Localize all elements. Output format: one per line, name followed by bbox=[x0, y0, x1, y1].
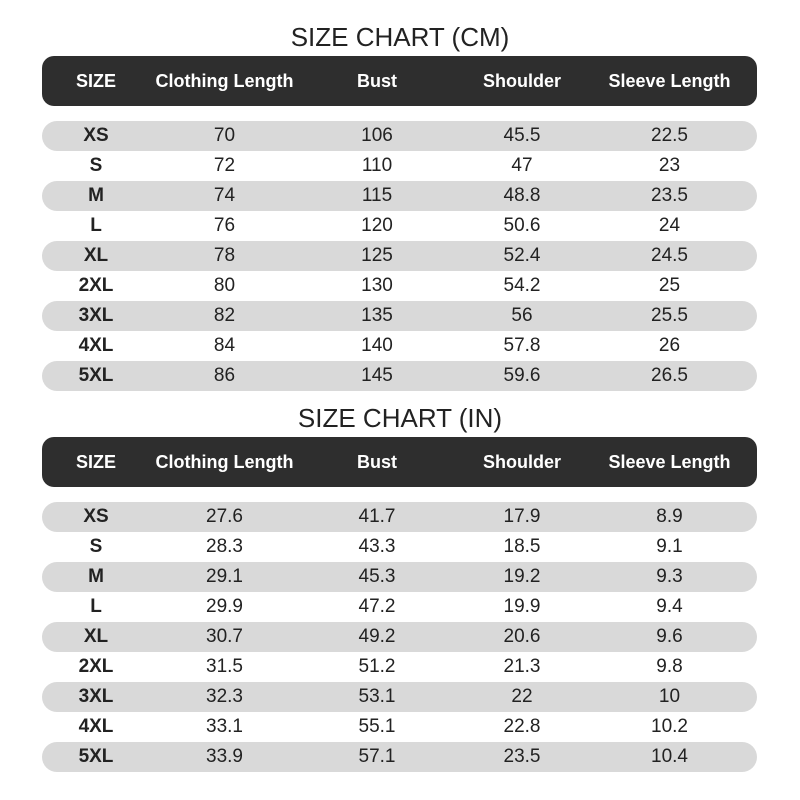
cell-clothing-length: 78 bbox=[213, 245, 236, 266]
cell-bust: 43.3 bbox=[358, 536, 396, 557]
cell-size: 3XL bbox=[78, 686, 114, 707]
header-bust: Bust bbox=[357, 70, 397, 91]
cell-clothing-length: 33.1 bbox=[206, 716, 243, 737]
cell-shoulder: 20.6 bbox=[503, 626, 541, 647]
cell-shoulder: 54.2 bbox=[503, 275, 541, 296]
cell-bust: 135 bbox=[361, 305, 393, 326]
table-row bbox=[42, 361, 757, 391]
cell-shoulder: 19.9 bbox=[503, 596, 541, 617]
header-clothing-length: Clothing Length bbox=[155, 451, 294, 472]
cell-size: S bbox=[89, 155, 103, 176]
cell-clothing-length: 86 bbox=[213, 365, 236, 386]
header-size: SIZE bbox=[75, 70, 116, 91]
cell-sleeve-length: 9.3 bbox=[656, 566, 683, 587]
cell-clothing-length: 74 bbox=[213, 185, 236, 206]
cell-shoulder: 48.8 bbox=[503, 185, 541, 206]
cell-shoulder: 50.6 bbox=[503, 215, 541, 236]
cell-clothing-length: 29.9 bbox=[206, 596, 243, 617]
cell-sleeve-length: 25 bbox=[658, 275, 681, 296]
cell-shoulder: 22 bbox=[511, 686, 533, 707]
cell-sleeve-length: 9.4 bbox=[656, 596, 683, 617]
table-body bbox=[42, 502, 757, 772]
cell-size: S bbox=[89, 536, 103, 557]
cell-size: 5XL bbox=[78, 746, 114, 767]
header-sleeve-length: Sleeve Length bbox=[608, 451, 731, 472]
cell-shoulder: 18.5 bbox=[503, 536, 541, 557]
cell-sleeve-length: 22.5 bbox=[651, 125, 688, 146]
cell-shoulder: 19.2 bbox=[503, 566, 541, 587]
cell-clothing-length: 70 bbox=[213, 125, 236, 146]
cell-size: 2XL bbox=[78, 656, 114, 677]
cell-sleeve-length: 9.6 bbox=[656, 626, 683, 647]
cell-bust: 47.2 bbox=[358, 596, 396, 617]
table-row bbox=[42, 712, 757, 742]
cell-sleeve-length: 26.5 bbox=[651, 365, 688, 386]
cell-bust: 53.1 bbox=[358, 686, 396, 707]
cell-shoulder: 45.5 bbox=[503, 125, 541, 146]
cell-bust: 115 bbox=[361, 185, 393, 206]
cell-bust: 55.1 bbox=[358, 716, 396, 737]
cell-clothing-length: 32.3 bbox=[206, 686, 243, 707]
table-row bbox=[42, 331, 757, 361]
cell-sleeve-length: 23 bbox=[658, 155, 681, 176]
cell-clothing-length: 82 bbox=[213, 305, 236, 326]
cell-bust: 145 bbox=[361, 365, 393, 386]
table-row bbox=[42, 211, 757, 241]
table-row bbox=[42, 652, 757, 682]
cell-size: XL bbox=[83, 245, 109, 266]
cell-clothing-length: 84 bbox=[213, 335, 236, 356]
cell-bust: 125 bbox=[361, 245, 393, 266]
cell-clothing-length: 27.6 bbox=[206, 506, 243, 527]
cell-bust: 49.2 bbox=[358, 626, 396, 647]
cell-bust: 120 bbox=[361, 215, 393, 236]
table-body bbox=[42, 121, 757, 391]
cell-bust: 110 bbox=[361, 155, 393, 176]
cell-sleeve-length: 10.4 bbox=[651, 746, 688, 767]
cell-size: 3XL bbox=[78, 305, 114, 326]
cell-size: 5XL bbox=[78, 365, 114, 386]
cell-sleeve-length: 25.5 bbox=[651, 305, 688, 326]
cell-clothing-length: 80 bbox=[213, 275, 236, 296]
size-chart-cm bbox=[0, 18, 800, 391]
cell-sleeve-length: 24 bbox=[658, 215, 681, 236]
cell-shoulder: 59.6 bbox=[503, 365, 541, 386]
cell-bust: 41.7 bbox=[358, 506, 396, 527]
cell-clothing-length: 76 bbox=[213, 215, 236, 236]
cell-size: M bbox=[88, 566, 104, 587]
cell-size: 2XL bbox=[78, 275, 114, 296]
chart-title: SIZE CHART (CM) bbox=[290, 22, 510, 52]
table-row bbox=[42, 151, 757, 181]
cell-size: L bbox=[90, 215, 102, 236]
cell-sleeve-length: 10 bbox=[658, 686, 681, 707]
cell-shoulder: 17.9 bbox=[503, 506, 541, 527]
cell-bust: 130 bbox=[361, 275, 393, 296]
cell-clothing-length: 28.3 bbox=[206, 536, 243, 557]
cell-clothing-length: 29.1 bbox=[206, 566, 243, 587]
cell-clothing-length: 33.9 bbox=[206, 746, 243, 767]
cell-sleeve-length: 8.9 bbox=[656, 506, 683, 527]
cell-clothing-length: 72 bbox=[213, 155, 236, 176]
table-row bbox=[42, 682, 757, 712]
cell-shoulder: 23.5 bbox=[503, 746, 541, 767]
table-row bbox=[42, 592, 757, 622]
table-row bbox=[42, 301, 757, 331]
header-sleeve-length: Sleeve Length bbox=[608, 70, 731, 91]
header-shoulder: Shoulder bbox=[482, 70, 561, 91]
cell-shoulder: 47 bbox=[511, 155, 533, 176]
size-chart-in bbox=[0, 399, 800, 772]
header-shoulder: Shoulder bbox=[482, 451, 561, 472]
chart-title: SIZE CHART (IN) bbox=[297, 403, 503, 433]
table-row bbox=[42, 502, 757, 532]
cell-shoulder: 56 bbox=[511, 305, 533, 326]
cell-shoulder: 21.3 bbox=[503, 656, 541, 677]
cell-bust: 140 bbox=[361, 335, 393, 356]
cell-size: XL bbox=[83, 626, 109, 647]
table-row bbox=[42, 742, 757, 772]
cell-shoulder: 57.8 bbox=[503, 335, 541, 356]
table-row bbox=[42, 241, 757, 271]
cell-shoulder: 52.4 bbox=[503, 245, 541, 266]
cell-sleeve-length: 9.1 bbox=[656, 536, 683, 557]
header-clothing-length: Clothing Length bbox=[155, 70, 294, 91]
table-header bbox=[42, 56, 757, 106]
cell-clothing-length: 30.7 bbox=[206, 626, 243, 647]
table-row bbox=[42, 622, 757, 652]
cell-sleeve-length: 10.2 bbox=[651, 716, 688, 737]
cell-bust: 51.2 bbox=[358, 656, 396, 677]
cell-sleeve-length: 23.5 bbox=[651, 185, 688, 206]
cell-shoulder: 22.8 bbox=[503, 716, 541, 737]
cell-size: 4XL bbox=[78, 716, 114, 737]
cell-bust: 57.1 bbox=[358, 746, 396, 767]
table-row bbox=[42, 562, 757, 592]
cell-sleeve-length: 9.8 bbox=[656, 656, 683, 677]
table-row bbox=[42, 271, 757, 301]
cell-size: 4XL bbox=[78, 335, 114, 356]
table-row bbox=[42, 181, 757, 211]
cell-size: XS bbox=[83, 125, 109, 146]
table-header bbox=[42, 437, 757, 487]
cell-bust: 45.3 bbox=[358, 566, 396, 587]
cell-size: L bbox=[90, 596, 102, 617]
cell-sleeve-length: 24.5 bbox=[651, 245, 688, 266]
cell-size: M bbox=[88, 185, 104, 206]
cell-clothing-length: 31.5 bbox=[206, 656, 243, 677]
cell-bust: 106 bbox=[361, 125, 393, 146]
table-row bbox=[42, 532, 757, 562]
header-size: SIZE bbox=[75, 451, 116, 472]
header-bust: Bust bbox=[357, 451, 397, 472]
table-row bbox=[42, 121, 757, 151]
cell-sleeve-length: 26 bbox=[658, 335, 681, 356]
cell-size: XS bbox=[83, 506, 109, 527]
